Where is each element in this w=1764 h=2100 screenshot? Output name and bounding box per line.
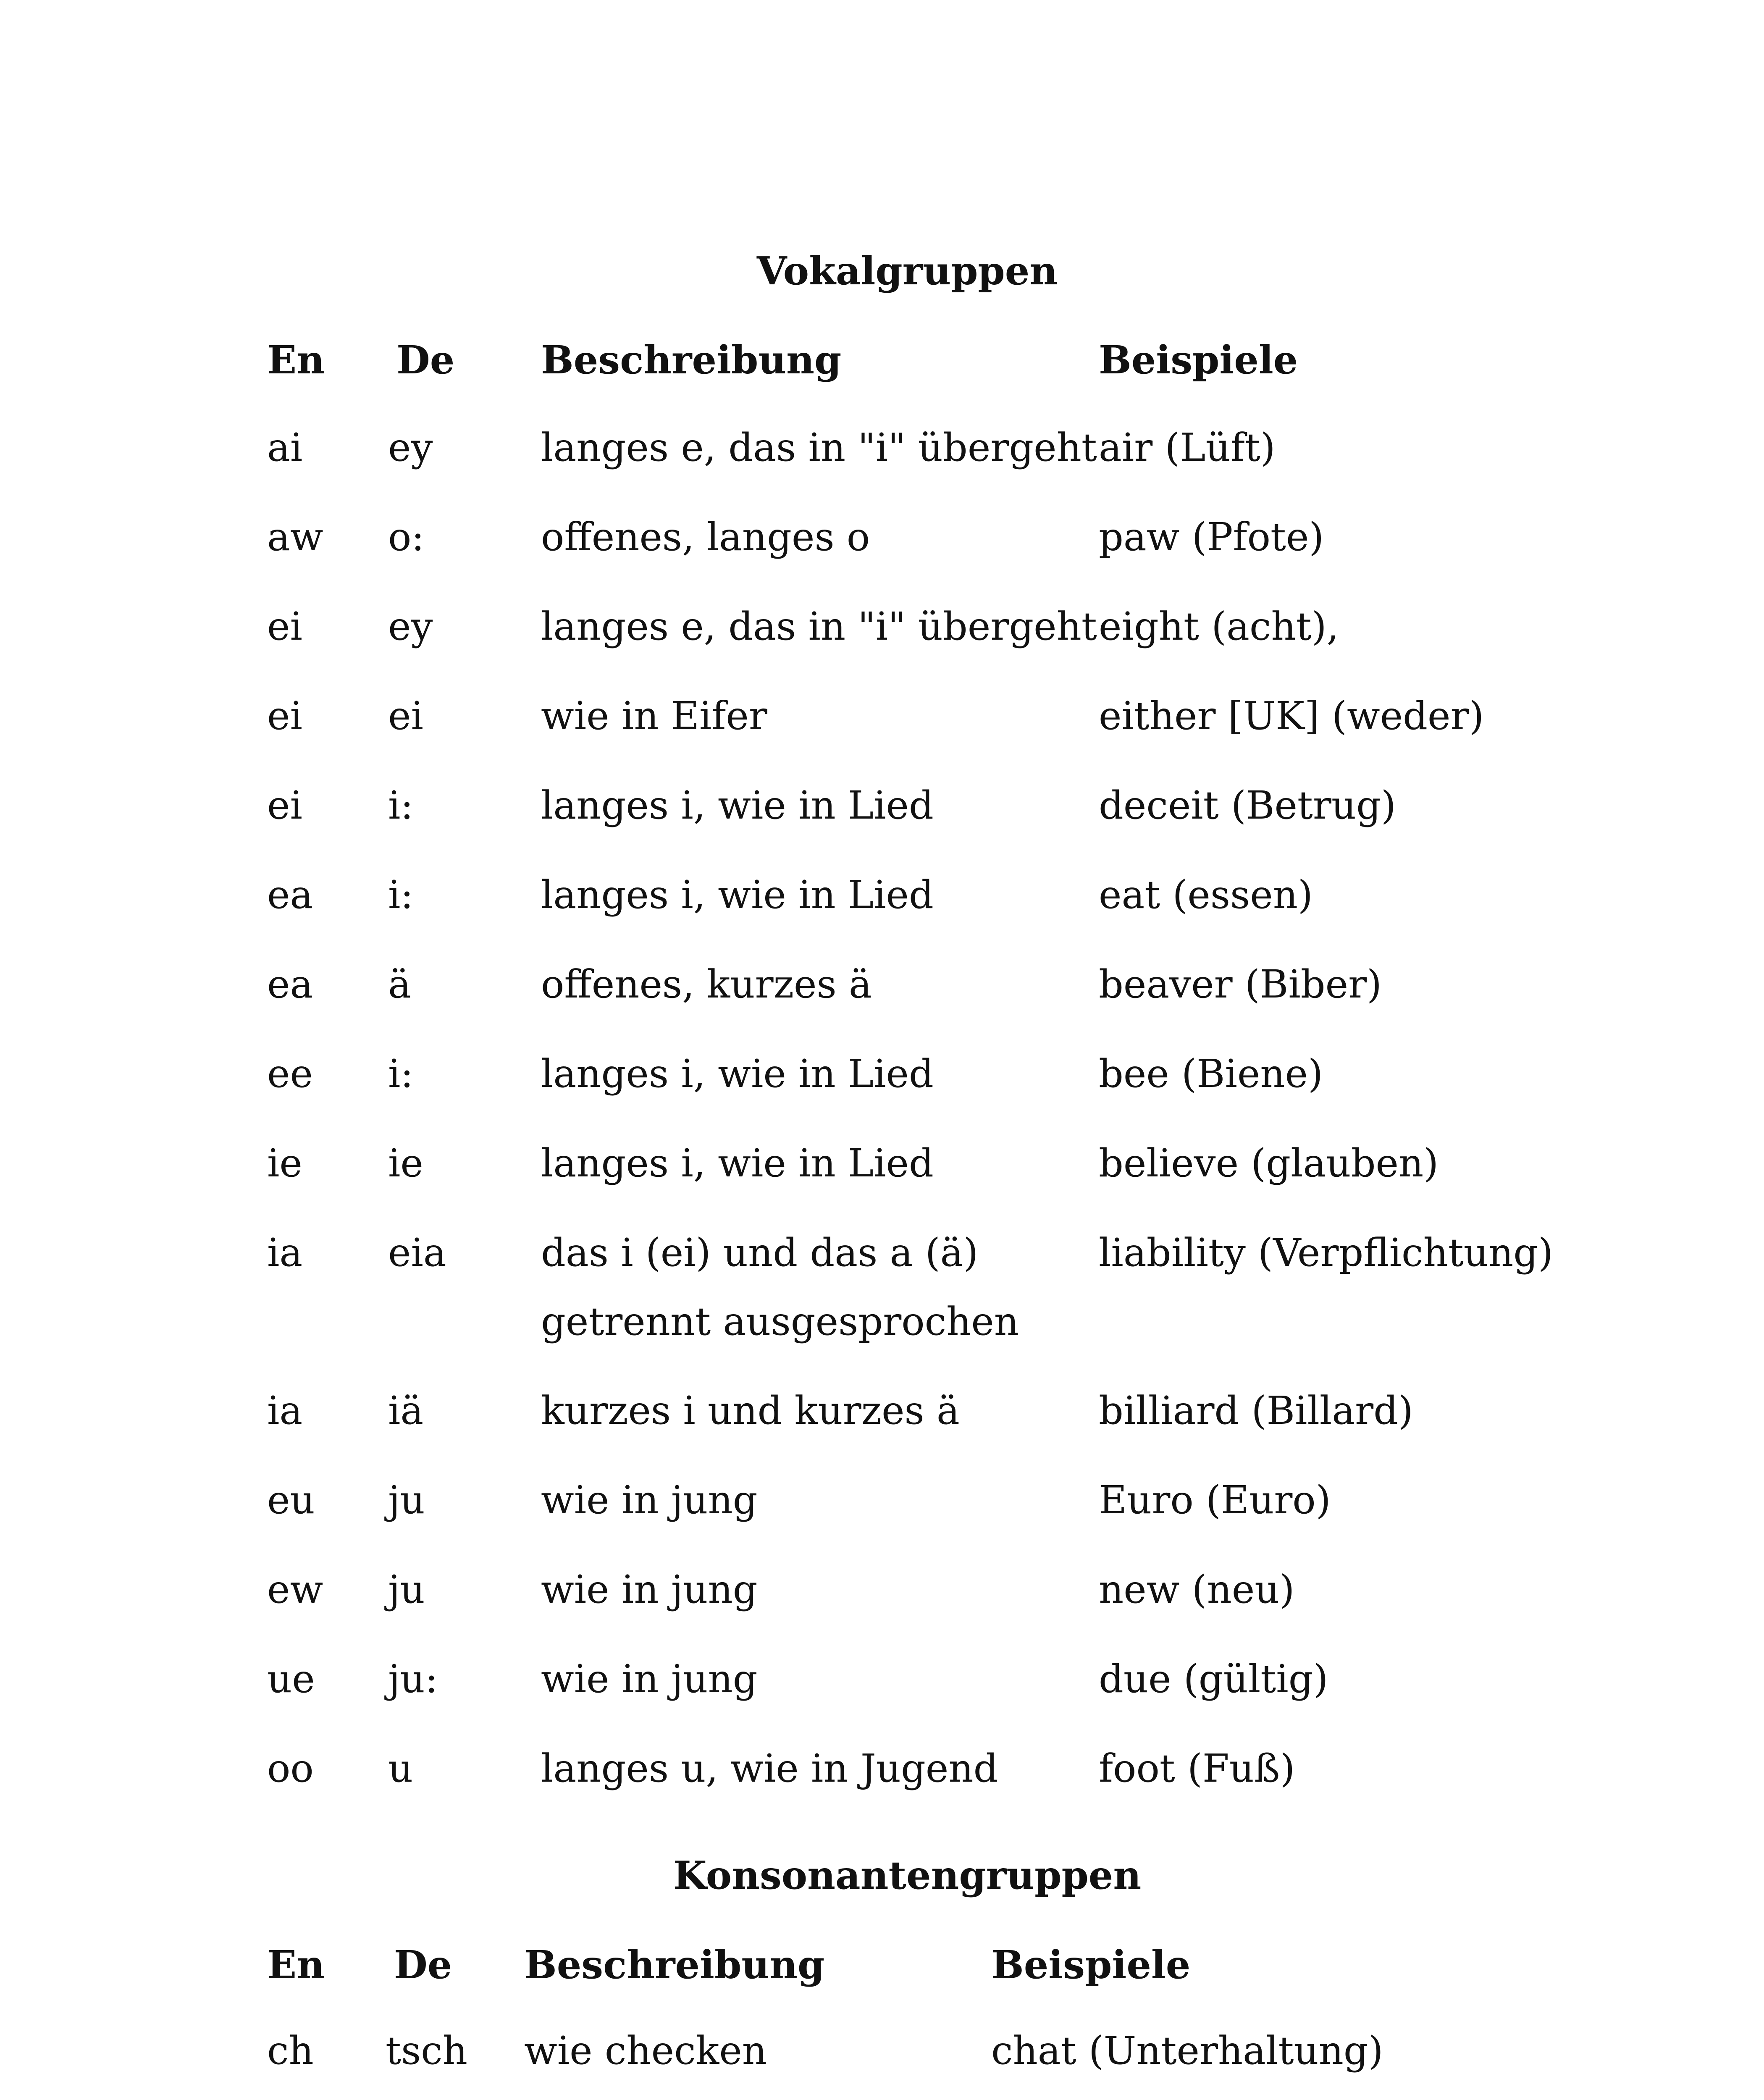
cell-beispiele: chat (Unterhaltung) (991, 2028, 1383, 2073)
header-beschreibung: Beschreibung (524, 1942, 825, 1987)
header-en: En (267, 337, 325, 383)
cell-en: ei (267, 783, 302, 828)
cell-beispiele: eight (acht), (1099, 604, 1339, 649)
cell-beispiele: air (Lüft) (1099, 425, 1276, 470)
cell-beispiele: paw (Pfote) (1099, 514, 1324, 559)
cell-en: ea (267, 872, 313, 917)
cell-de: iä (388, 1388, 424, 1433)
cell-en: eu (267, 1478, 315, 1522)
cell-de: u (388, 1746, 413, 1791)
cell-de: ey (388, 425, 433, 470)
cell-en: ia (267, 1388, 303, 1433)
header-en: En (267, 1942, 325, 1987)
cell-beispiele: billiard (Billard) (1099, 1388, 1413, 1433)
cell-de: ju (388, 1567, 425, 1612)
cell-beschreibung: langes i, wie in Lied (541, 872, 934, 917)
cell-de: o: (388, 514, 425, 559)
vokalgruppen-title: Vokalgruppen (756, 248, 1058, 294)
cell-de: i: (388, 1051, 414, 1096)
cell-de: eia (388, 1230, 446, 1275)
cell-de: ie (388, 1141, 423, 1186)
header-beispiele: Beispiele (991, 1942, 1191, 1987)
cell-beschreibung: langes e, das in "i" übergeht (541, 604, 1097, 649)
cell-beispiele: foot (Fuß) (1099, 1746, 1295, 1791)
cell-en: ee (267, 1051, 313, 1096)
cell-en: ch (267, 2028, 314, 2073)
cell-beschreibung: langes u, wie in Jugend (541, 1746, 998, 1791)
cell-en: ai (267, 425, 303, 470)
cell-beispiele: eat (essen) (1099, 872, 1313, 917)
cell-en: ea (267, 962, 313, 1007)
cell-beispiele: deceit (Betrug) (1099, 783, 1396, 828)
cell-en: ei (267, 693, 302, 738)
cell-de: ei (388, 693, 423, 738)
cell-beschreibung: offenes, kurzes ä (541, 962, 872, 1007)
cell-en: aw (267, 514, 323, 559)
cell-beschreibung-line2: getrennt ausgesprochen (541, 1299, 1019, 1344)
cell-beispiele: new (neu) (1099, 1567, 1295, 1612)
cell-de: i: (388, 872, 414, 917)
cell-beschreibung: offenes, langes o (541, 514, 870, 559)
cell-beschreibung: wie in Eifer (541, 693, 767, 738)
cell-de: ey (388, 604, 433, 649)
cell-de: ju: (388, 1656, 438, 1701)
cell-en: oo (267, 1746, 314, 1791)
cell-beispiele: due (gültig) (1099, 1656, 1328, 1701)
cell-beispiele: believe (glauben) (1099, 1141, 1439, 1186)
cell-beispiele: bee (Biene) (1099, 1051, 1323, 1096)
cell-beispiele: Euro (Euro) (1099, 1478, 1331, 1522)
cell-beschreibung: wie in jung (541, 1567, 758, 1612)
cell-de: ä (388, 962, 411, 1007)
konsonantengruppen-title: Konsonantengruppen (673, 1853, 1142, 1898)
cell-de: i: (388, 783, 414, 828)
cell-beispiele: liability (Verpflichtung) (1099, 1230, 1554, 1275)
cell-beschreibung: wie in jung (541, 1478, 758, 1522)
cell-beschreibung: wie checken (524, 2028, 767, 2073)
cell-beschreibung: langes i, wie in Lied (541, 783, 934, 828)
header-beispiele: Beispiele (1099, 337, 1298, 383)
header-de: De (394, 1942, 452, 1987)
cell-de: tsch (386, 2028, 467, 2073)
cell-beschreibung: das i (ei) und das a (ä) (541, 1230, 979, 1275)
header-de: De (396, 337, 455, 383)
cell-en: ew (267, 1567, 323, 1612)
cell-de: ju (388, 1478, 425, 1522)
cell-beispiele: beaver (Biber) (1099, 962, 1382, 1007)
cell-en: ei (267, 604, 302, 649)
cell-en: ue (267, 1656, 315, 1701)
cell-beschreibung: langes e, das in "i" übergeht (541, 425, 1097, 470)
cell-beschreibung: langes i, wie in Lied (541, 1141, 934, 1186)
cell-en: ie (267, 1141, 302, 1186)
cell-beschreibung: kurzes i und kurzes ä (541, 1388, 960, 1433)
cell-beschreibung: langes i, wie in Lied (541, 1051, 934, 1096)
cell-en: ia (267, 1230, 303, 1275)
header-beschreibung: Beschreibung (541, 337, 842, 383)
cell-beschreibung: wie in jung (541, 1656, 758, 1701)
cell-beispiele: either [UK] (weder) (1099, 693, 1484, 738)
